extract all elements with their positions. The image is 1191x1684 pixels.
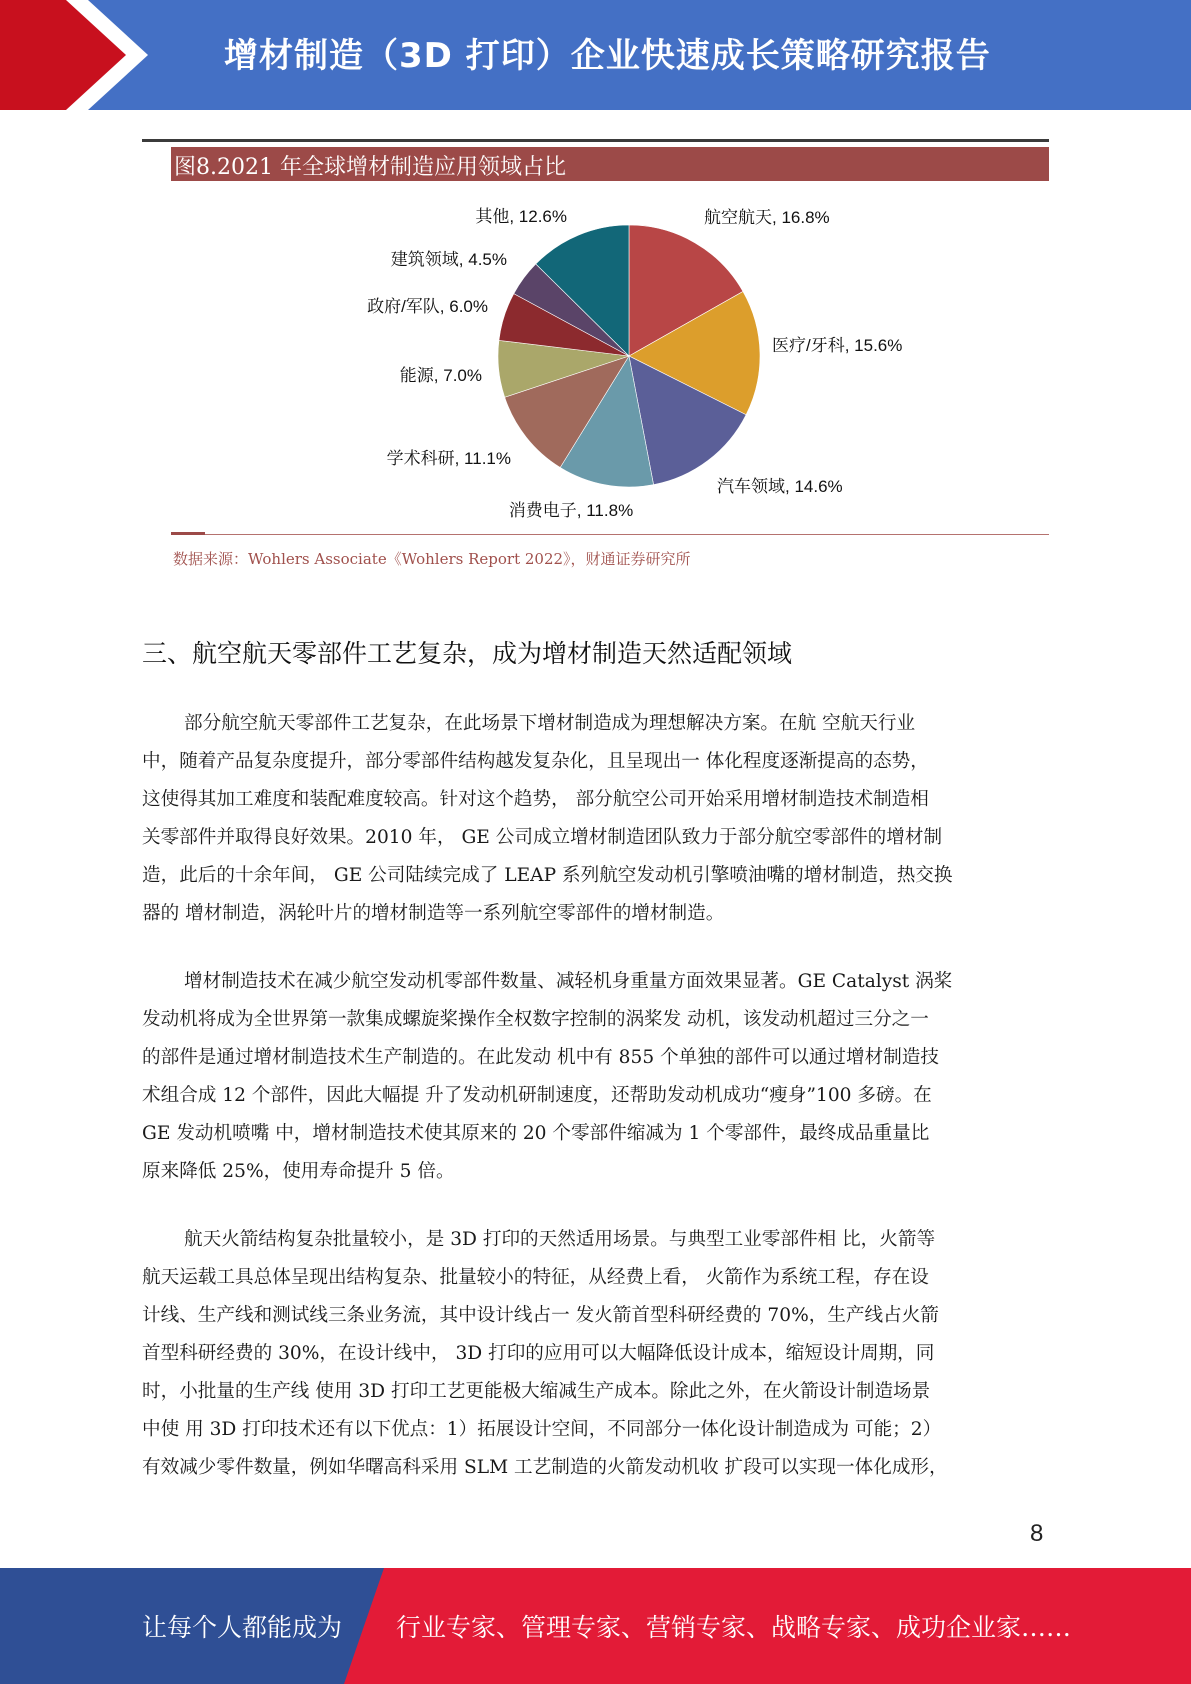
paragraph-line: 原来降低 25%，使用寿命提升 5 倍。 [142,1161,455,1182]
paragraph-line: 中，随着产品复杂度提升，部分零部件结构越发复杂化，且呈现出一 体化程度逐渐提高的态势， [142,751,929,772]
pie-label-2: 医疗/牙科, 15.6% [772,336,903,355]
paragraph-line: GE 发动机喷嘴 中，增材制造技术使其原来的 20 个零部件缩减为 1 个零部件，最终成品重量比 [142,1123,930,1144]
paragraph-line: 航天火箭结构复杂批量较小，是 3D 打印的天然适用场景。与典型工业零部件相 比，火箭等 [184,1229,936,1250]
pie-label-4: 消费电子, 11.8% [508,501,634,520]
paragraph-line: 的部件是通过增材制造技术生产制造的。在此发动 机中有 855 个单独的部件可以通过增材制造技 [142,1047,939,1068]
paragraph-1 [142,705,1047,933]
header-arrow-decoration [0,0,160,110]
paragraph-line: 计线、生产线和测试线三条业务流，其中设计线占一 发火箭首型科研经费的 70%，生产线占火箭 [142,1305,939,1326]
paragraph-line: 这使得其加工难度和装配难度较高。针对这个趋势， 部分航空公司开始采用增材制造技术制造相 [142,789,929,810]
pie-label-9: 其他, 12.6% [475,207,567,226]
pie-label-6: 能源, 7.0% [399,366,482,385]
header-banner [0,0,1191,110]
paragraph-line: 器的 增材制造，涡轮叶片的增材制造等一系列航空零部件的增材制造。 [142,903,725,924]
paragraph-line: 时，小批量的生产线 使用 3D 打印工艺更能极大缩减生产成本。除此之外，在火箭设计制造场景 [142,1381,931,1402]
figure-top-rule [142,139,1049,142]
figure-caption: 图8.2021 年全球增材制造应用领域占比 [174,155,566,180]
paragraph-line: 首型科研经费的 30%，在设计线中， 3D 打印的应用可以大幅降低设计成本，缩短设计周期，同 [142,1343,935,1364]
section-heading: 三、航空航天零部件工艺复杂，成为增材制造天然适配领域 [142,639,793,668]
footer-slogan-left: 让每个人都能成为 [142,1613,343,1642]
paragraph-line: 关零部件并取得良好效果。2010 年， GE 公司成立增材制造团队致力于部分航空零部件的增材制 [142,827,943,848]
page-number: 8 [1030,1520,1044,1547]
pie-slices [498,225,760,487]
pie-label-5: 学术科研, 11.1% [386,449,511,468]
paragraph-line: 增材制造技术在减少航空发动机零部件数量、减轻机身重量方面效果显著。GE Catalyst 涡桨 [184,971,953,992]
paragraph-line: 中使 用 3D 打印技术还有以下优点：1）拓展设计空间，不同部分一体化设计制造成为 可能；2） [142,1419,942,1440]
pie-label-1: 航空航天, 16.8% [704,208,830,227]
footer-banner [0,1568,1191,1684]
paragraph-line: 术组合成 12 个部件，因此大幅提 升了发动机研制速度，还帮助发动机成功“瘦身”100 多磅。在 [142,1085,932,1106]
paragraph-line: 造，此后的十余年间， GE 公司陆续完成了 LEAP 系列航空发动机引擎喷油嘴的增材制造，热交换 [142,865,953,886]
paragraph-line: 有效减少零件数量，例如华曙高科采用 SLM 工艺制造的火箭发动机收 扩段可以实现一体化成形， [142,1457,948,1478]
figure-bottom-accent [171,532,205,535]
paragraph-line: 部分航空航天零部件工艺复杂，在此场景下增材制造成为理想解决方案。在航 空航天行业 [184,713,916,734]
pie-label-7: 政府/军队, 6.0% [367,297,488,316]
pie-label-8: 建筑领域, 4.5% [390,250,507,269]
figure-source: 数据来源：Wohlers Associate《Wohlers Report 2022》，财通证券研究所 [173,550,691,568]
report-title: 增材制造（3D 打印）企业快速成长策略研究报告 [224,36,991,76]
paragraph-3 [142,1221,1047,1487]
footer-slogan-right: 行业专家、管理专家、营销专家、战略专家、成功企业家…… [396,1613,1072,1642]
figure-bottom-rule [171,534,1049,535]
paragraph-2 [142,963,1047,1191]
paragraph-line: 航天运载工具总体呈现出结构复杂、批量较小的特征，从经费上看， 火箭作为系统工程，存在设 [142,1267,929,1288]
pie-label-3: 汽车领域, 14.6% [717,477,843,496]
pie-chart [171,185,1049,530]
paragraph-line: 发动机将成为全世界第一款集成螺旋桨操作全权数字控制的涡桨发 动机，该发动机超过三分之一 [142,1009,929,1030]
